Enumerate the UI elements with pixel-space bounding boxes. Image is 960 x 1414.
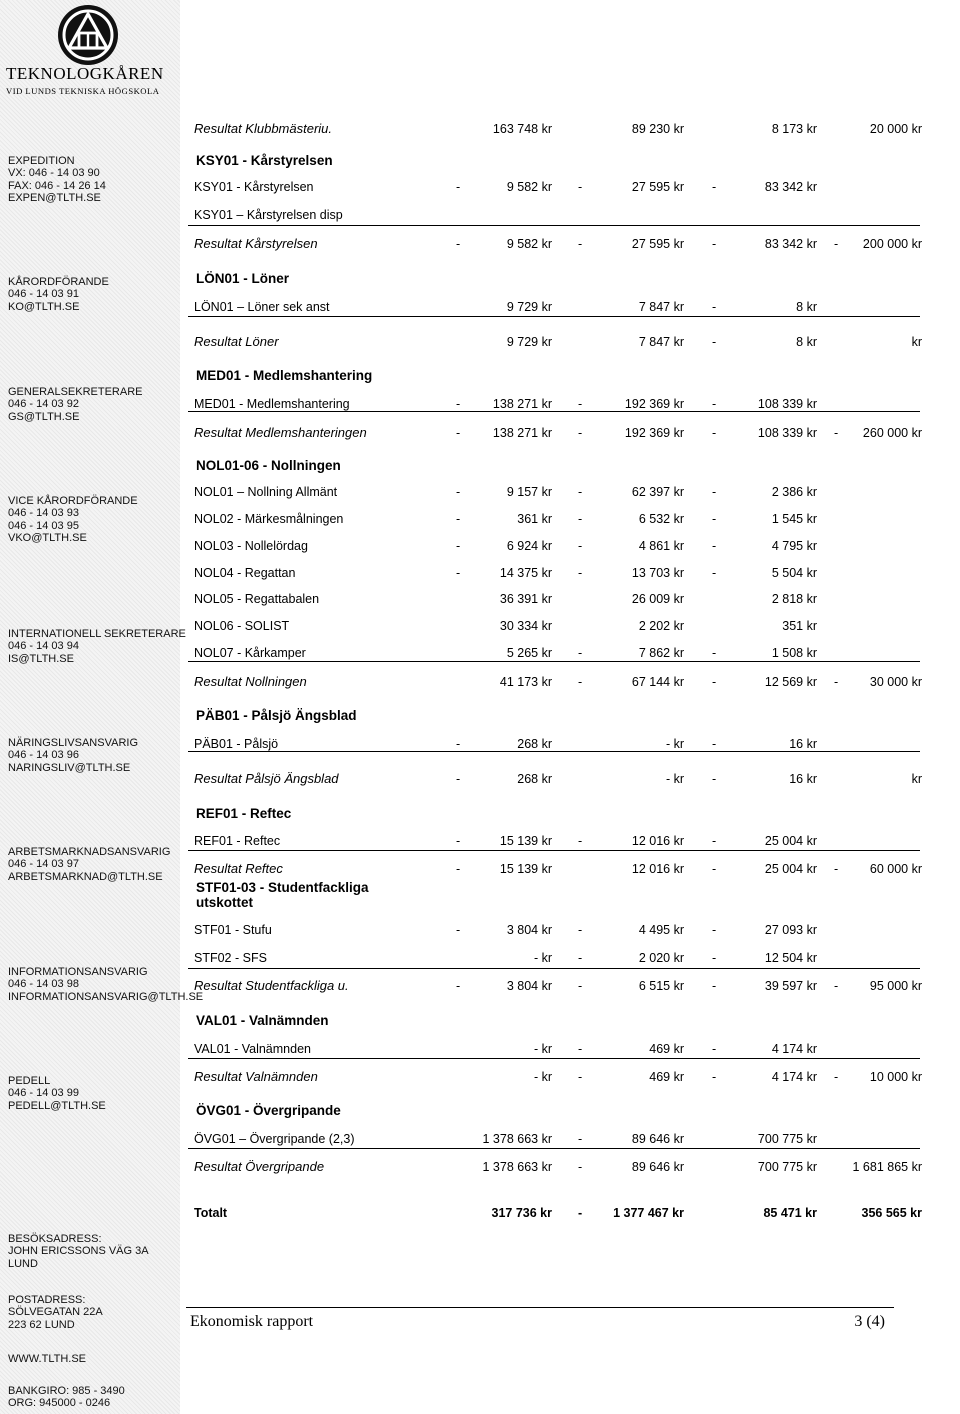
sign: -	[712, 566, 717, 580]
footer-title: Ekonomisk rapport	[190, 1313, 314, 1330]
sign: -	[456, 485, 461, 499]
value-col4: 95 000 kr	[869, 979, 922, 993]
row-label: NOL01 – Nollning Allmänt	[194, 485, 338, 499]
value-col1: 1 378 663 kr	[482, 1132, 552, 1146]
sign: -	[456, 834, 461, 848]
sign: -	[834, 1070, 839, 1084]
sign: -	[578, 834, 583, 848]
value-col3: 351 kr	[782, 619, 817, 633]
value-col3: 25 004 kr	[764, 834, 817, 848]
table-row	[0, 179, 960, 195]
value-col3: 8 173 kr	[771, 122, 817, 136]
sign: -	[456, 862, 461, 876]
row-label: NOL07 - Kårkamper	[194, 646, 306, 660]
table-row	[0, 618, 960, 634]
sign: -	[712, 512, 717, 526]
table-row	[0, 591, 960, 607]
sign: -	[456, 772, 461, 786]
sign: -	[578, 1070, 583, 1084]
value-col3: 700 775 kr	[757, 1132, 817, 1146]
sign: -	[578, 646, 583, 660]
divider	[188, 850, 920, 851]
value-col1: 14 375 kr	[499, 566, 552, 580]
result-row	[0, 674, 960, 690]
row-label: VAL01 - Valnämnden	[194, 1042, 311, 1056]
row-label: NOL03 - Nollelördag	[194, 539, 308, 553]
sign: -	[578, 951, 583, 965]
value-col4: 30 000 kr	[869, 675, 922, 689]
value-col4: 1 681 865 kr	[852, 1160, 922, 1174]
sign: -	[712, 485, 717, 499]
table-row	[0, 1041, 960, 1057]
row-label: MED01 - Medlemshantering	[194, 397, 350, 411]
value-col1: 9 729 kr	[506, 300, 552, 314]
row-label: LÖN01 – Löner sek anst	[194, 300, 330, 314]
value-col3: 4 174 kr	[771, 1070, 817, 1084]
sign: -	[834, 237, 839, 251]
sign: -	[456, 237, 461, 251]
row-label: Resultat Medlemshanteringen	[194, 425, 367, 440]
value-col3: 8 kr	[796, 300, 817, 314]
value-col2: 27 595 kr	[631, 180, 684, 194]
section-heading: STF01-03 - Studentfackliga utskottet	[196, 880, 369, 910]
value-col3: 4 174 kr	[771, 1042, 817, 1056]
sign: -	[712, 180, 717, 194]
contact-line: NÄRINGSLIVSANSVARIG	[8, 737, 138, 749]
sign: -	[712, 646, 717, 660]
value-col3: 39 597 kr	[764, 979, 817, 993]
row-label: Resultat Övergripande	[194, 1159, 325, 1174]
contact-line: KÅRORDFÖRANDE	[8, 276, 109, 288]
contact-line: ARBETSMARKNADSANSVARIG	[8, 846, 171, 858]
value-col3: 8 kr	[796, 335, 817, 349]
sign: -	[712, 979, 717, 993]
sign: -	[712, 834, 717, 848]
value-col1: 41 173 kr	[499, 675, 552, 689]
value-col3: 1 545 kr	[771, 512, 817, 526]
contact-line: 046 - 14 03 96	[8, 749, 79, 762]
sign: -	[712, 237, 717, 251]
divider	[188, 1148, 920, 1149]
value-col3: 4 795 kr	[771, 539, 817, 553]
sign: -	[712, 1042, 717, 1056]
value-col4: 20 000 kr	[869, 122, 922, 136]
sign: -	[712, 397, 717, 411]
sign: -	[712, 923, 717, 937]
row-label: KSY01 – Kårstyrelsen disp	[194, 208, 343, 222]
sign: -	[578, 979, 583, 993]
row-label: Resultat Studentfackliga u.	[194, 978, 349, 993]
row-label: Resultat Reftec	[194, 861, 283, 876]
value-col3: 12 504 kr	[764, 951, 817, 965]
total-row	[0, 1205, 960, 1221]
sign: -	[578, 675, 583, 689]
value-col2: 2 020 kr	[638, 951, 684, 965]
contact-line: 046 - 14 03 99	[8, 1087, 79, 1100]
value-col3: 12 569 kr	[764, 675, 817, 689]
value-col3: 25 004 kr	[764, 862, 817, 876]
contact-line: 046 - 14 03 92	[8, 398, 79, 411]
value-col3: 27 093 kr	[764, 923, 817, 937]
contact-line: VX: 046 - 14 03 90	[8, 167, 100, 180]
sign: -	[578, 180, 583, 194]
sign: -	[578, 1206, 583, 1220]
row-label: STF01 - Stufu	[194, 923, 272, 937]
contact-line: FAX: 046 - 14 26 14	[8, 179, 106, 192]
table-row	[0, 207, 960, 223]
row-label: NOL06 - SOLIST	[194, 619, 290, 633]
value-col4: 60 000 kr	[869, 862, 922, 876]
value-col2: 1 377 467 kr	[613, 1206, 684, 1220]
sign: -	[456, 512, 461, 526]
contact-line: INFORMATIONSANSVARIG	[8, 966, 148, 978]
value-col2: 12 016 kr	[631, 834, 684, 848]
row-label: Resultat Klubbmästeriu.	[194, 121, 333, 136]
sign: -	[578, 1160, 583, 1174]
value-col3: 16 kr	[789, 772, 817, 786]
value-col1: 36 391 kr	[499, 592, 552, 606]
sign: -	[578, 1042, 583, 1056]
value-col2: 192 369 kr	[624, 397, 684, 411]
contact-line: VICE KÅRORDFÖRANDE	[8, 495, 138, 507]
contact-line: 046 - 14 03 93	[8, 507, 79, 520]
value-col2: 27 595 kr	[631, 237, 684, 251]
value-col1: 268 kr	[517, 737, 552, 751]
contact-line: SÖLVEGATAN 22A	[8, 1306, 103, 1319]
sign: -	[456, 566, 461, 580]
result-row	[0, 978, 960, 994]
value-col1: 163 748 kr	[492, 122, 552, 136]
page-number: 3 (4)	[854, 1313, 885, 1330]
sign: -	[578, 923, 583, 937]
value-col1: 138 271 kr	[492, 426, 552, 440]
divider	[188, 1058, 920, 1059]
contact-line: ARBETSMARKNAD@TLTH.SE	[8, 870, 163, 883]
row-label: Resultat Löner	[194, 334, 279, 349]
value-col1: 9 582 kr	[506, 237, 552, 251]
value-col2: - kr	[665, 772, 684, 786]
value-col1: 9 729 kr	[506, 335, 552, 349]
contact-line: 046 - 14 03 91	[8, 288, 79, 301]
contact-line: PEDELL	[8, 1075, 51, 1087]
sign: -	[578, 426, 583, 440]
sign: -	[712, 335, 717, 349]
row-label: PÄB01 - Pålsjö	[194, 737, 279, 751]
sign: -	[456, 180, 461, 194]
value-col4: 260 000 kr	[862, 426, 922, 440]
sign: -	[712, 1070, 717, 1084]
result-row	[0, 236, 960, 252]
contact-line: WWW.TLTH.SE	[8, 1353, 87, 1365]
sign: -	[712, 300, 717, 314]
sign: -	[712, 737, 717, 751]
value-col4: kr	[911, 335, 922, 349]
row-label: NOL05 - Regattabalen	[194, 592, 320, 606]
sign: -	[578, 237, 583, 251]
sign: -	[578, 539, 583, 553]
org-name: TEKNOLOGKÅREN	[6, 64, 164, 83]
value-col2: 192 369 kr	[624, 426, 684, 440]
result-row	[0, 334, 960, 350]
value-col4: kr	[911, 772, 922, 786]
contact-line: KO@TLTH.SE	[8, 300, 80, 313]
sign: -	[578, 512, 583, 526]
result-row	[0, 121, 960, 137]
footer-divider	[186, 1307, 894, 1308]
sign: -	[456, 539, 461, 553]
row-label: Resultat Kårstyrelsen	[194, 236, 318, 251]
value-col1: 15 139 kr	[499, 834, 552, 848]
value-col2: 67 144 kr	[631, 675, 684, 689]
value-col3: 2 386 kr	[771, 485, 817, 499]
sign: -	[578, 397, 583, 411]
sign: -	[578, 1132, 583, 1146]
value-col1: 138 271 kr	[492, 397, 552, 411]
value-col2: 4 495 kr	[638, 923, 684, 937]
contact-line: GS@TLTH.SE	[8, 410, 80, 423]
contact-line: IS@TLTH.SE	[8, 652, 74, 665]
value-col1: 1 378 663 kr	[482, 1160, 552, 1174]
contact-line: 046 - 14 03 94	[8, 640, 79, 653]
value-col1: 361 kr	[517, 512, 552, 526]
value-col2: 89 646 kr	[631, 1160, 684, 1174]
contact-line: EXPEN@TLTH.SE	[8, 191, 101, 204]
sign: -	[712, 539, 717, 553]
value-col1: 268 kr	[517, 772, 552, 786]
sign: -	[834, 862, 839, 876]
value-col2: 6 515 kr	[638, 979, 684, 993]
table-row	[0, 645, 960, 661]
sign: -	[578, 566, 583, 580]
section-heading: LÖN01 - Löner	[196, 271, 290, 286]
value-col3: 108 339 kr	[757, 426, 817, 440]
value-col1: 9 582 kr	[506, 180, 552, 194]
contact-line: BANKGIRO: 985 - 3490	[8, 1385, 125, 1397]
section-heading: VAL01 - Valnämnden	[196, 1013, 329, 1028]
divider	[188, 968, 920, 969]
table-row	[0, 538, 960, 554]
table-row	[0, 950, 960, 966]
value-col3: 83 342 kr	[764, 237, 817, 251]
table-row	[0, 511, 960, 527]
value-col4: 10 000 kr	[869, 1070, 922, 1084]
row-label: NOL04 - Regattan	[194, 566, 296, 580]
value-col1: 30 334 kr	[499, 619, 552, 633]
section-heading: KSY01 - Kårstyrelsen	[196, 153, 333, 168]
value-col2: 7 862 kr	[638, 646, 684, 660]
row-label: Resultat Valnämnden	[194, 1069, 318, 1084]
value-col2: 7 847 kr	[638, 300, 684, 314]
contact-line: NARINGSLIV@TLTH.SE	[8, 761, 131, 774]
value-col2: 26 009 kr	[631, 592, 684, 606]
row-label: Resultat Nollningen	[194, 674, 307, 689]
row-label: ÖVG01 – Övergripande (2,3)	[194, 1132, 355, 1146]
row-label: Totalt	[194, 1206, 228, 1220]
value-col2: 12 016 kr	[631, 862, 684, 876]
table-row	[0, 299, 960, 315]
org-subtitle: VID LUNDS TEKNISKA HÖGSKOLA	[6, 86, 160, 96]
divider	[188, 316, 920, 317]
divider	[188, 661, 920, 662]
contact-line: LUND	[8, 1257, 38, 1270]
section-heading: PÄB01 - Pålsjö Ängsblad	[196, 708, 357, 723]
section-heading: MED01 - Medlemshantering	[196, 368, 373, 383]
section-heading: ÖVG01 - Övergripande	[196, 1103, 341, 1118]
table-row	[0, 922, 960, 938]
sign: -	[712, 426, 717, 440]
sign: -	[834, 426, 839, 440]
value-col1: 3 804 kr	[506, 979, 552, 993]
value-col3: 85 471 kr	[763, 1206, 817, 1220]
result-row	[0, 425, 960, 441]
value-col2: 469 kr	[649, 1070, 684, 1084]
row-label: KSY01 - Kårstyrelsen	[194, 180, 314, 194]
contact-line: 223 62 LUND	[8, 1318, 75, 1331]
contact-line: BESÖKSADRESS:	[8, 1233, 102, 1245]
value-col2: 62 397 kr	[631, 485, 684, 499]
value-col1: 317 736 kr	[491, 1206, 552, 1220]
contact-line: EXPEDITION	[8, 155, 75, 167]
value-col1: - kr	[533, 1042, 552, 1056]
contact-line: VKO@TLTH.SE	[8, 531, 87, 544]
sign: -	[712, 862, 717, 876]
contact-line: INFORMATIONSANSVARIG@TLTH.SE	[8, 990, 204, 1003]
contact-line: INTERNATIONELL SEKRETERARE	[8, 628, 186, 640]
value-col2: 2 202 kr	[638, 619, 684, 633]
sign: -	[456, 979, 461, 993]
value-col3: 108 339 kr	[757, 397, 817, 411]
contact-line: GENERALSEKRETERARE	[8, 386, 143, 398]
result-row	[0, 771, 960, 787]
sign: -	[712, 772, 717, 786]
section-heading: REF01 - Reftec	[196, 806, 292, 821]
value-col1: 5 265 kr	[506, 646, 552, 660]
sign: -	[456, 397, 461, 411]
divider	[188, 225, 920, 226]
contact-line: ORG: 945000 - 0246	[8, 1397, 111, 1410]
contact-line: PEDELL@TLTH.SE	[8, 1099, 106, 1112]
value-col1: - kr	[533, 951, 552, 965]
sign: -	[712, 675, 717, 689]
value-col2: - kr	[665, 737, 684, 751]
sign: -	[712, 951, 717, 965]
value-col3: 5 504 kr	[771, 566, 817, 580]
value-col3: 2 818 kr	[771, 592, 817, 606]
sign: -	[578, 485, 583, 499]
section-heading: NOL01-06 - Nollningen	[196, 458, 341, 473]
value-col2: 89 230 kr	[631, 122, 684, 136]
sign: -	[456, 923, 461, 937]
value-col4: 200 000 kr	[862, 237, 922, 251]
value-col2: 4 861 kr	[638, 539, 684, 553]
value-col2: 6 532 kr	[638, 512, 684, 526]
value-col3: 1 508 kr	[771, 646, 817, 660]
table-row	[0, 484, 960, 500]
table-row	[0, 565, 960, 581]
sign: -	[456, 426, 461, 440]
value-col2: 7 847 kr	[638, 335, 684, 349]
contact-line: 046 - 14 03 98	[8, 978, 79, 991]
value-col1: 3 804 kr	[506, 923, 552, 937]
table-row	[0, 736, 960, 752]
value-col2: 469 kr	[649, 1042, 684, 1056]
row-label: REF01 - Reftec	[194, 834, 281, 848]
contact-line: 046 - 14 03 97	[8, 858, 79, 871]
result-row	[0, 1069, 960, 1085]
value-col2: 89 646 kr	[631, 1132, 684, 1146]
table-row	[0, 833, 960, 849]
contact-line: JOHN ERICSSONS VÄG 3A	[8, 1245, 149, 1258]
contact-line: 046 - 14 03 95	[8, 519, 79, 532]
value-col2: 13 703 kr	[631, 566, 684, 580]
table-row	[0, 1131, 960, 1147]
value-col3: 700 775 kr	[757, 1160, 817, 1174]
row-label: NOL02 - Märkesmålningen	[194, 512, 344, 526]
sign: -	[834, 675, 839, 689]
value-col4: 356 565 kr	[861, 1206, 922, 1220]
value-col1: 9 157 kr	[506, 485, 552, 499]
table-row	[0, 396, 960, 412]
result-row	[0, 1159, 960, 1175]
row-label: Resultat Pålsjö Ängsblad	[194, 771, 339, 786]
contact-line: POSTADRESS:	[8, 1294, 86, 1306]
value-col1: 15 139 kr	[499, 862, 552, 876]
value-col1: 6 924 kr	[506, 539, 552, 553]
row-label: STF02 - SFS	[194, 951, 267, 965]
value-col1: - kr	[533, 1070, 552, 1084]
value-col3: 16 kr	[789, 737, 817, 751]
result-row	[0, 861, 960, 877]
value-col3: 83 342 kr	[764, 180, 817, 194]
sign: -	[834, 979, 839, 993]
sign: -	[456, 737, 461, 751]
